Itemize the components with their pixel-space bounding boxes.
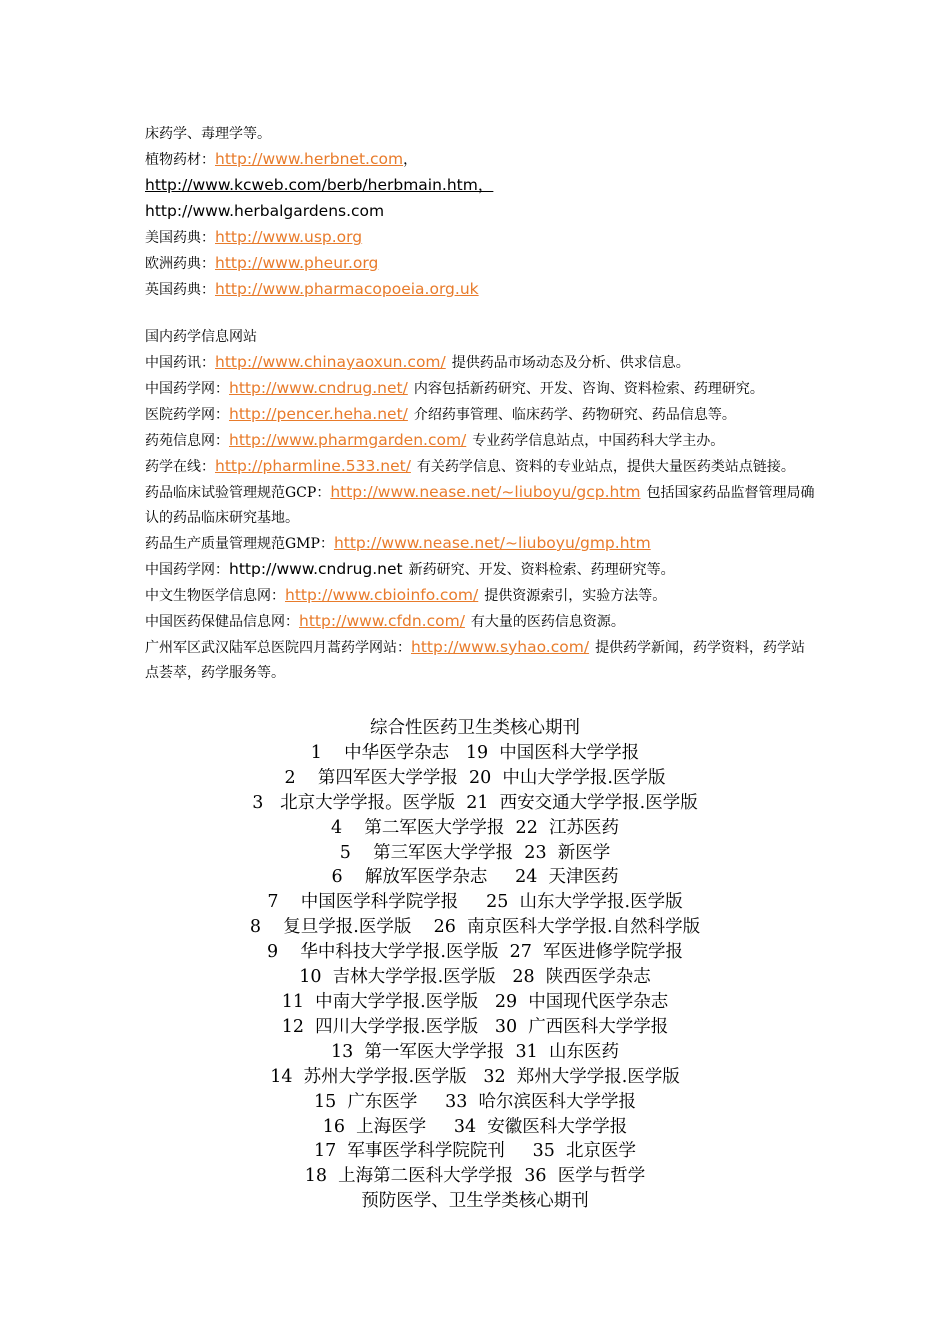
site-label: 中国医药保健品信息网：	[145, 614, 299, 630]
site-desc: 新药研究、开发、资料检索、药理研究等。	[408, 562, 675, 578]
kcweb-url[interactable]: http://www.kcweb.com/berb/herbmain.htm，	[145, 176, 494, 194]
site-desc: 介绍药事管理、临床药学、药物研究、药品信息等。	[413, 407, 736, 423]
herbalgardens-url: http://www.herbalgardens.com	[145, 202, 385, 220]
site-link[interactable]: http://www.nease.net/~liuboyu/gcp.htm	[330, 483, 641, 501]
journal-list	[0, 716, 950, 1214]
journal-row: 5 第三军医大学学报 23 新医学	[339, 842, 611, 863]
site-desc: 提供药品市场动态及分析、供求信息。	[451, 355, 690, 371]
journal-row: 1 中华医学杂志 19 中国医科大学学报	[310, 742, 640, 763]
journal-row: 2 第四军医大学学报 20 中山大学学报.医学版	[284, 767, 666, 788]
journal-row: 3 北京大学学报。医学版 21 西安交通大学学报.医学版	[252, 792, 698, 813]
usp-link[interactable]: http://www.usp.org	[215, 228, 363, 246]
site-desc: 有大量的医药信息资源。	[470, 614, 625, 630]
journal-row: 12 四川大学学报.医学版 30 广西医科大学学报	[281, 1016, 669, 1037]
herb-line	[145, 147, 815, 173]
pheur-line	[145, 251, 815, 277]
journal-row: 15 广东医学 33 哈尔滨医科大学学报	[313, 1091, 637, 1112]
site-item	[145, 531, 815, 557]
site-item	[145, 583, 815, 609]
site-item	[145, 376, 815, 402]
site-item	[145, 635, 815, 686]
label: 植物药材：	[145, 152, 215, 168]
journal-row: 10 吉林大学学报.医学版 28 陕西医学杂志	[299, 967, 651, 988]
site-label: 中国药讯：	[145, 355, 215, 371]
site-item	[145, 428, 815, 454]
site-item	[145, 480, 815, 531]
site-link[interactable]: http://pharmline.533.net/	[215, 457, 411, 475]
site-link[interactable]: http://www.cndrug.net/	[229, 379, 408, 397]
label: 美国药典：	[145, 230, 215, 246]
section-heading: 国内药学信息网站	[145, 329, 257, 345]
site-label: 中国药学网：	[145, 562, 229, 578]
herbalgardens-line	[145, 199, 815, 225]
site-link[interactable]: http://www.cfdn.com/	[299, 612, 465, 630]
journal-row: 4 第二军医大学学报 22 江苏医药	[331, 817, 619, 838]
journal-row: 16 上海医学 34 安徽医科大学学报	[322, 1116, 628, 1137]
site-item	[145, 609, 815, 635]
label: 英国药典：	[145, 282, 215, 298]
site-url: http://www.cndrug.net	[229, 560, 403, 578]
site-label: 中文生物医学信息网：	[145, 588, 285, 604]
site-item	[145, 350, 815, 376]
site-label: 药学在线：	[145, 459, 215, 475]
site-desc: 有关药学信息、资料的专业站点，提供大量医药类站点链接。	[416, 459, 795, 475]
site-desc: 提供资源索引，实验方法等。	[484, 588, 667, 604]
journal-row: 9 华中科技大学学报.医学版 27 军医进修学院学报	[267, 942, 683, 963]
bp-line	[145, 277, 815, 303]
journal-title: 综合性医药卫生类核心期刊	[370, 718, 580, 738]
text-line	[145, 122, 815, 147]
herbnet-link[interactable]: http://www.herbnet.com	[215, 150, 404, 168]
site-link[interactable]: http://www.chinayaoxun.com/	[215, 353, 446, 371]
journal-row: 13 第一军医大学学报 31 山东医药	[331, 1041, 619, 1062]
journal-row: 7 中国医学科学院学报 25 山东大学学报.医学版	[267, 892, 683, 913]
site-item	[145, 454, 815, 480]
site-desc: 包括国家药品监督管理局确认的药品临床研究基地。	[145, 485, 815, 526]
pheur-link[interactable]: http://www.pheur.org	[215, 254, 379, 272]
site-link[interactable]: http://www.nease.net/~liuboyu/gmp.htm	[333, 534, 651, 552]
punct: ，	[403, 152, 418, 168]
journal-row: 14 苏州大学学报.医学版 32 郑州大学学报.医学版	[270, 1066, 680, 1087]
label: 欧洲药典：	[145, 256, 215, 272]
site-item	[145, 402, 815, 428]
kcweb-line	[145, 173, 815, 199]
usp-line	[145, 225, 815, 251]
journal-row: 6 解放军医学杂志 24 天津医药	[331, 867, 619, 888]
bp-link[interactable]: http://www.pharmacopoeia.org.uk	[215, 280, 479, 298]
site-label: 药品临床试验管理规范GCP：	[145, 485, 331, 501]
site-label: 药品生产质量管理规范GMP：	[145, 536, 334, 552]
site-label: 广州军区武汉陆军总医院四月蒿药学网站：	[145, 640, 411, 656]
site-desc: 提供药学新闻，药学资料，药学站点荟萃，药学服务等。	[145, 640, 806, 681]
journal-row: 8 复旦学报.医学版 26 南京医科大学学报.自然科学版	[249, 917, 701, 938]
content-area	[145, 122, 815, 686]
site-desc: 内容包括新药研究、开发、咨询、资料检索、药理研究。	[413, 381, 764, 397]
site-link[interactable]: http://pencer.heha.net/	[229, 405, 408, 423]
journal-row: 17 军事医学科学院院刊 35 北京医学	[313, 1141, 637, 1162]
site-link[interactable]: http://www.syhao.com/	[411, 638, 590, 656]
journal-row: 11 中南大学学报.医学版 29 中国现代医学杂志	[281, 991, 669, 1012]
next-section-title: 预防医学、卫生学类核心期刊	[361, 1191, 589, 1212]
site-link[interactable]: http://www.cbioinfo.com/	[285, 586, 479, 604]
journal-row: 18 上海第二医科大学学报 36 医学与哲学	[304, 1166, 646, 1187]
site-label: 中国药学网：	[145, 381, 229, 397]
site-desc: 专业药学信息站点，中国药科大学主办。	[472, 433, 725, 449]
site-item	[145, 557, 815, 583]
continuation-text: 床药学、毒理学等。	[145, 126, 271, 142]
site-label: 药苑信息网：	[145, 433, 229, 449]
site-link[interactable]: http://www.pharmgarden.com/	[229, 431, 467, 449]
domestic-heading	[145, 325, 815, 350]
site-label: 医院药学网：	[145, 407, 229, 423]
